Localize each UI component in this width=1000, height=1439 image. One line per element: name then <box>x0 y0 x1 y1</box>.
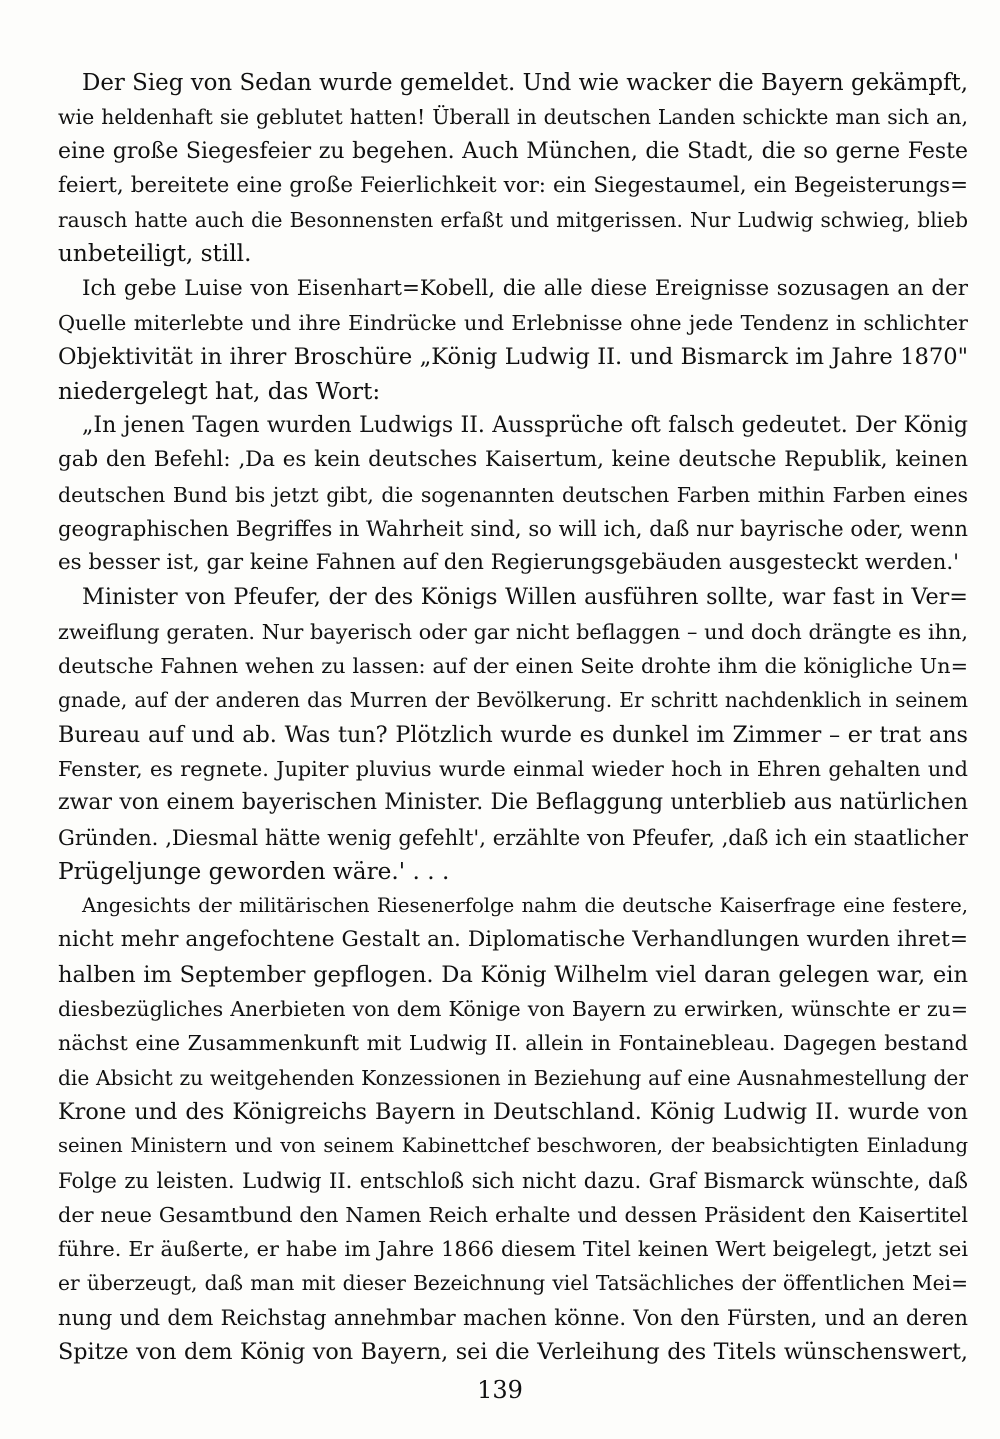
text-line: Prügeljunge geworden wäre.' . . . <box>58 857 450 885</box>
text-line: eine große Siegesfeier zu begehen. Auch München, die Stadt, die so gerne Feste <box>58 138 968 164</box>
text-line: „In jenen Tagen wurden Ludwigs II. Aussprüche oft falsch gedeutet. Der König <box>82 412 968 438</box>
text-line: er überzeugt, daß man mit dieser Bezeichnung viel Tatsächliches der öffentlichen Mei= <box>58 1271 968 1296</box>
text-line: nung und dem Reichstag annehmbar machen könne. Von den Fürsten, und an deren <box>58 1304 968 1330</box>
text-line: Objektivität in ihrer Broschüre „König Ludwig II. und Bismarck im Jahre 1870" <box>58 344 968 371</box>
text-line: niedergelegt hat, das Wort: <box>58 377 381 405</box>
text-line: deutsche Fahnen wehen zu lassen: auf der einen Seite drohte ihm die königliche Un= <box>58 654 968 679</box>
text-line: zweiflung geraten. Nur bayerisch oder gar nicht beflaggen – und doch drängte es ihn, <box>58 619 968 644</box>
text-line: Angesichts der militärischen Riesenerfolge nahm die deutsche Kaiserfrage eine festere, <box>82 894 968 918</box>
text-line: Minister von Pfeufer, der des Königs Willen ausführen sollte, war fast in Ver= <box>82 584 968 611</box>
text-line: Folge zu leisten. Ludwig II. entschloß sich nicht dazu. Graf Bismarck wünschte, daß <box>58 1167 968 1193</box>
text-line: Der Sieg von Sedan wurde gemeldet. Und wie wacker die Bayern gekämpft, <box>82 70 968 96</box>
text-line: halben im September gepflogen. Da König Wilhelm viel daran gelegen war, ein <box>58 961 968 988</box>
text-line: zwar von einem bayerischen Minister. Die Beflaggung unterblieb aus natürlichen <box>58 790 968 816</box>
text-line: Fenster, es regnete. Jupiter pluvius wurde einmal wieder hoch in Ehren gehalten und <box>58 756 968 781</box>
paragraph <box>58 889 968 1369</box>
text-line: gnade, auf der anderen das Murren der Bevölkerung. Er schritt nachdenklich in seinem <box>58 688 968 713</box>
text-line: deutschen Bund bis jetzt gibt, die sogenannten deutschen Farben mithin Farben eines <box>58 482 968 507</box>
text-line: der neue Gesamtbund den Namen Reich erhalte und dessen Präsident den Kaisertitel <box>58 1202 968 1227</box>
text-line: wie heldenhaft sie geblutet hatten! Überall in deutschen Landen schickte man sich an, <box>58 105 968 130</box>
text-line: Quelle miterlebte und ihre Eindrücke und Erlebnisse ohne jede Tendenz in schlichter <box>58 311 968 336</box>
text-line: feiert, bereitete eine große Feierlichkeit vor: ein Siegestaumel, ein Begeisterungs= <box>58 172 968 198</box>
text-line: geographischen Begriffes in Wahrheit sind, so will ich, daß nur bayrische oder, wenn <box>58 515 968 541</box>
paragraph <box>58 409 968 580</box>
body-text <box>58 66 968 1369</box>
text-line: es besser ist, gar keine Fahnen auf den Regierungsgebäuden ausgesteckt werden.' <box>58 550 960 576</box>
text-line: unbeteiligt, still. <box>58 240 252 268</box>
text-line: nicht mehr angefochtene Gestalt an. Diplomatische Verhandlungen wurden ihret= <box>58 927 968 953</box>
text-line: Gründen. ‚Diesmal hätte wenig gefehlt', erzählte von Pfeufer, ‚daß ich ein staatlicher <box>58 824 968 850</box>
text-line: die Absicht zu weitgehenden Konzessionen in Beziehung auf eine Ausnahmestellung der <box>58 1065 968 1090</box>
text-line: Krone und des Königreichs Bayern in Deutschland. König Ludwig II. wurde von <box>58 1098 968 1125</box>
paragraph <box>58 272 968 409</box>
paragraph <box>58 66 968 272</box>
paragraph <box>58 580 968 889</box>
text-line: Ich gebe Luise von Eisenhart=Kobell, die alle diese Ereignisse sozusagen an der <box>82 275 968 301</box>
text-line: seinen Ministern und von seinem Kabinettchef beschworen, der beabsichtigten Einladung <box>58 1134 968 1158</box>
text-line: Bureau auf und ab. Was tun? Plötzlich wurde es dunkel im Zimmer – er trat ans <box>58 721 968 748</box>
text-line: diesbezügliches Anerbieten von dem Könige von Bayern zu erwirken, wünschte er zu= <box>58 997 968 1022</box>
text-line: nächst eine Zusammenkunft mit Ludwig II. allein in Fontainebleau. Dagegen bestand <box>58 1031 968 1056</box>
text-line: führe. Er äußerte, er habe im Jahre 1866 diesem Titel keinen Wert beigelegt, jetzt sei <box>58 1237 968 1262</box>
text-line: gab den Befehl: ‚Da es kein deutsches Kaisertum, keine deutsche Republik, keinen <box>58 447 968 473</box>
page-number: 139 <box>477 1376 523 1404</box>
text-line: rausch hatte auch die Besonnensten erfaßt und mitgerissen. Nur Ludwig schwieg, blieb <box>58 208 968 233</box>
text-line: Spitze von dem König von Bayern, sei die Verleihung des Titels wünschenswert, <box>58 1338 968 1365</box>
